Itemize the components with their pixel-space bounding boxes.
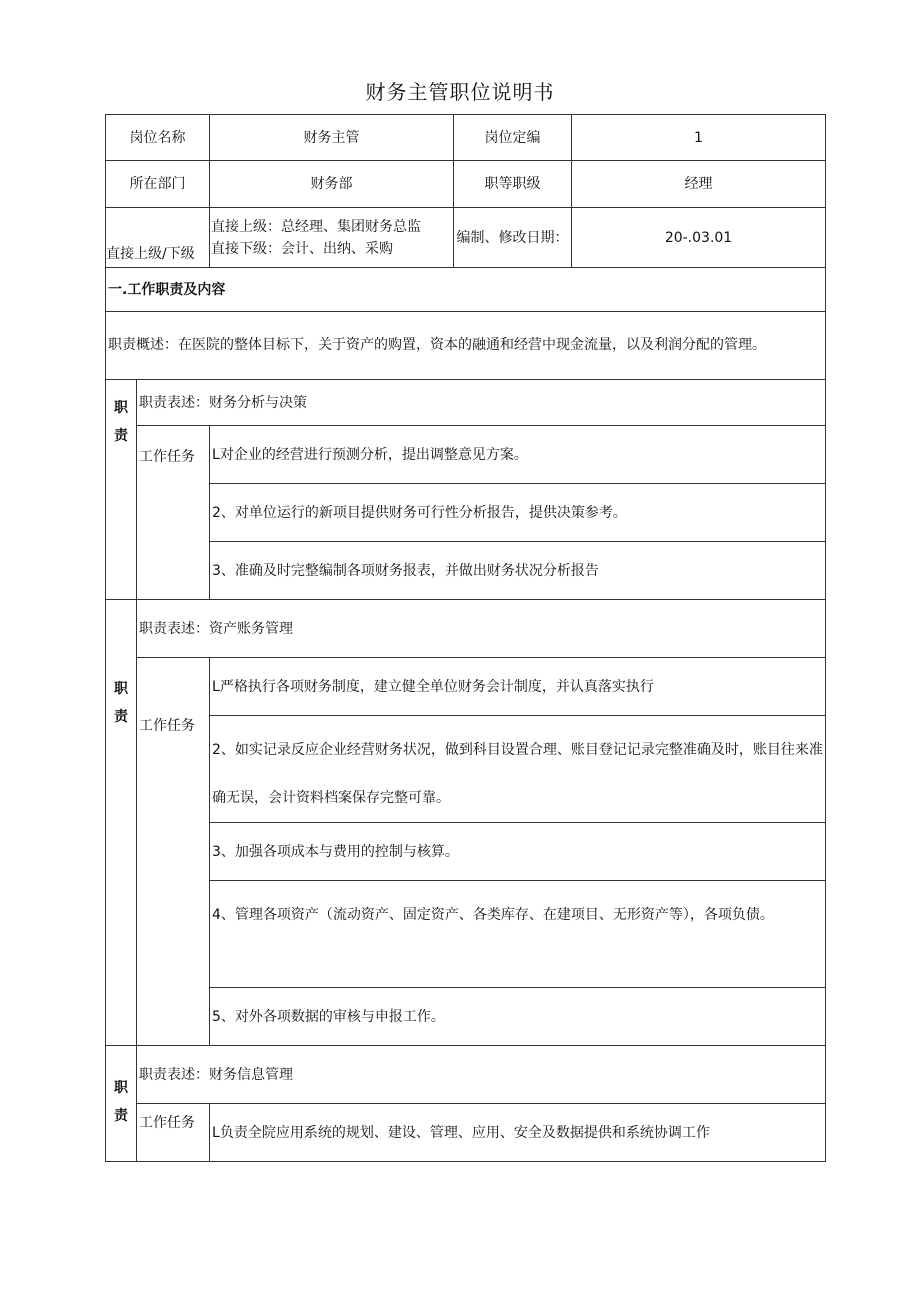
job-description-table	[105, 114, 826, 1162]
duty-2-task-4: 4、管理各项资产（流动资产、固定资产、各类库存、在建项目、无形资产等），各项负债。	[210, 881, 826, 988]
dept-value: 财务部	[210, 161, 454, 208]
duty-1-task-label: 工作任务	[137, 426, 210, 600]
post-name-label: 岗位名称	[106, 115, 210, 161]
duty-2-task-3: 3、加强各项成本与费用的控制与核算。	[210, 823, 826, 881]
duty-1-description: 职责表述：财务分析与决策	[137, 380, 826, 426]
duty-3-task-label: 工作任务	[137, 1104, 210, 1162]
page-title: 财务主管职位说明书	[365, 80, 555, 104]
duty-3-description: 职责表述：财务信息管理	[137, 1046, 826, 1104]
date-value: 20-.03.01	[572, 208, 826, 268]
duty-2-description: 职责表述：资产账务管理	[137, 600, 826, 658]
grade-value: 经理	[572, 161, 826, 208]
duty-3-task-1: L负责全院应用系统的规划、建设、管理、应用、安全及数据提供和系统协调工作	[210, 1104, 826, 1162]
grade-label: 职等职级	[454, 161, 572, 208]
duty-3-label: 职责	[106, 1046, 137, 1162]
superior-line: 直接上级：总经理、集团财务总监	[211, 218, 422, 235]
subordinate-line: 直接下级：会计、出纳、采购	[211, 240, 394, 257]
duty-2-task-label: 工作任务	[137, 658, 210, 1046]
duty-2-task-5: 5、对外各项数据的审核与申报工作。	[210, 988, 826, 1046]
duty-2-label: 职责	[106, 600, 137, 1046]
superior-cell	[210, 208, 454, 268]
dept-label: 所在部门	[106, 161, 210, 208]
post-name-value: 财务主管	[210, 115, 454, 161]
headcount-label: 岗位定编	[454, 115, 572, 161]
superior-label: 直接上级/下级	[106, 208, 210, 268]
duty-1-label: 职责	[106, 380, 137, 600]
duty-1-task-3: 3、准确及时完整编制各项财务报表，并做出财务状况分析报告	[210, 542, 826, 600]
duty-overview: 职责概述：在医院的整体目标下，关于资产的购置，资本的融通和经营中现金流量，以及利润分配的管理。	[106, 312, 826, 380]
duty-1-task-1: L对企业的经营进行预测分析，提出调整意见方案。	[210, 426, 826, 484]
headcount-value: 1	[572, 115, 826, 161]
duty-1-task-2: 2、对单位运行的新项目提供财务可行性分析报告，提供决策参考。	[210, 484, 826, 542]
duty-2-task-2: 2、如实记录反应企业经营财务状况，做到科目设置合理、账目登记记录完整准确及时，账目往来准确无误，会计资料档案保存完整可靠。	[210, 716, 826, 823]
section-title: 一.工作职责及内容	[106, 268, 826, 312]
date-label: 编制、修改日期：	[454, 208, 572, 268]
duty-2-task-1: L严格执行各项财务制度，建立健全单位财务会计制度，并认真落实执行	[210, 658, 826, 716]
